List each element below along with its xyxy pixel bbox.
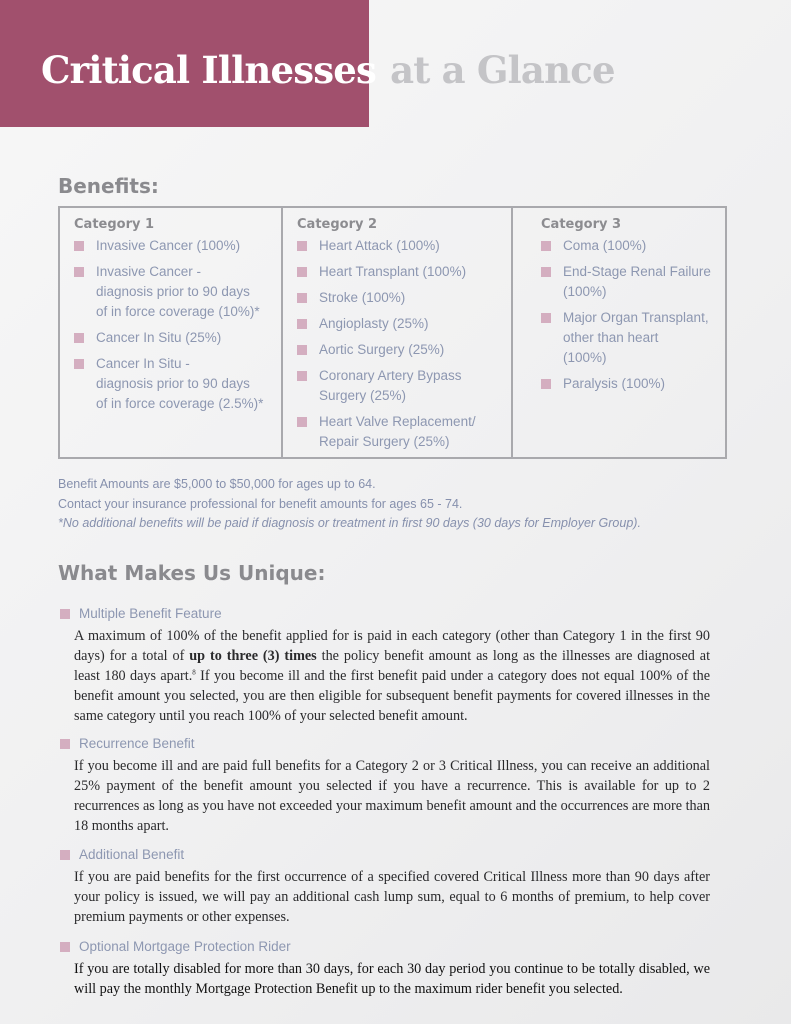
benefit-amount-note: Benefit Amounts are $5,000 to $50,000 for ages up to 64. [58,477,376,491]
benefit-notes [58,475,641,534]
category-1-list [74,236,271,414]
bullet-square-icon [297,345,307,355]
categories-table [58,206,727,459]
category-2-heading: Category 2 [297,217,378,232]
bullet-square-icon [74,359,84,369]
bullet-square-icon [297,267,307,277]
bullet-square-icon [74,267,84,277]
list-item-text: Major Organ Transplant, other than heart (100%) [563,310,709,365]
list-item [74,354,271,414]
bullet-square-icon [297,293,307,303]
disclaimer-note: *No additional benefits will be paid if diagnosis or treatment in first 90 days (30 days for Employer Group). [58,516,641,530]
bullet-square-icon [60,739,70,749]
list-item [541,236,715,256]
feature-title-multiple-benefit: Multiple Benefit Feature [60,607,222,621]
list-item-text: Invasive Cancer (100%) [96,238,241,253]
category-2-column [281,208,511,457]
feature-title-recurrence: Recurrence Benefit [60,737,195,751]
list-item-text: Cancer In Situ - diagnosis prior to 90 days of in force coverage (2.5%)* [96,356,264,411]
bullet-square-icon [60,850,70,860]
list-item [541,262,715,302]
list-item [297,366,501,406]
list-item [297,412,501,452]
category-1-heading: Category 1 [74,217,155,232]
bullet-square-icon [74,333,84,343]
category-1-column [60,208,281,457]
category-2-list [297,236,501,452]
list-item-text: Coronary Artery Bypass Surgery (25%) [319,368,462,403]
list-item-text: Stroke (100%) [319,290,406,305]
list-item [541,374,715,394]
list-item [297,262,501,282]
footnote-marker: 8 [192,668,196,677]
bullet-square-icon [297,241,307,251]
bullet-square-icon [541,313,551,323]
list-item [297,340,501,360]
page-title-rest: at a Glance [390,48,615,92]
bullet-square-icon [60,942,70,952]
list-item-text: Invasive Cancer - diagnosis prior to 90 days of in force coverage (10%)* [96,264,260,319]
category-3-list [541,236,715,394]
feature-text-mortgage-rider: If you are totally disabled for more than 30 days, for each 30 day period you continue to be totally disabled, we will pay the monthly Mortgage Protection Benefit up to the maximum rider benefit you selected. [74,961,710,997]
list-item [74,328,271,348]
bullet-square-icon [297,319,307,329]
feature-text-additional-benefit: If you are paid benefits for the first occurrence of a specified covered Critical Illness more than 90 days after your policy is issued, we will pay an additional cash lump sum, equal to 6 months of premium, to help cover premium payments or other expenses. [74,869,710,925]
list-item-text: Cancer In Situ (25%) [96,330,222,345]
list-item-text: Coma (100%) [563,238,647,253]
bullet-square-icon [541,379,551,389]
bullet-square-icon [297,371,307,381]
bullet-square-icon [74,241,84,251]
bullet-square-icon [541,241,551,251]
feature-text-multiple-benefit: A maximum of 100% of the benefit applied for is paid in each category (other than Category 1 in the first 90 days) for a total of up to three (3) times the policy benefit amount as long as the illnesses are diagnosed at least 180 days apart.$^8$ If you become ill and the first benefit paid under a category does not equal 100% of the benefit amount you selected, you are then eligible for subsequent benefit payments for covered illnesses in the same category until you reach 100% of your selected benefit amount. [74,628,711,724]
benefits-heading: Benefits: [58,174,159,198]
feature-title-additional-benefit: Additional Benefit [60,848,184,862]
list-item [74,236,271,256]
list-item-text: Heart Attack (100%) [319,238,440,253]
category-3-heading: Category 3 [541,217,622,232]
bullet-square-icon [60,609,70,619]
bullet-square-icon [541,267,551,277]
list-item-text: Heart Transplant (100%) [319,264,467,279]
contact-note: Contact your insurance professional for benefit amounts for ages 65 - 74. [58,496,463,511]
feature-title-mortgage-rider: Optional Mortgage Protection Rider [60,940,291,954]
list-item-text: Aortic Surgery (25%) [319,342,445,357]
bullet-square-icon [297,417,307,427]
list-item [297,288,501,308]
category-3-column [511,208,725,457]
list-item [74,262,271,322]
list-item [541,308,715,368]
unique-heading: What Makes Us Unique: [58,561,326,585]
feature-text-recurrence: If you become ill and are paid full benefits for a Category 2 or 3 Critical Illness, you can receive an additional 25% payment of the benefit amount you selected if you have a recurrence. This is available for up to 2 recurrences as long as you have not exceeded your maximum benefit amount and the occurrences are more than 18 months apart. [74,758,710,834]
page-title-main: Critical Illnesses [41,48,377,92]
list-item [297,236,501,256]
list-item [297,314,501,334]
list-item-text: Paralysis (100%) [563,376,666,391]
list-item-text: Heart Valve Replacement/ Repair Surgery (25%) [319,414,476,449]
list-item-text: Angioplasty (25%) [319,316,429,331]
page-title [41,48,615,92]
list-item-text: End-Stage Renal Failure (100%) [563,264,711,299]
